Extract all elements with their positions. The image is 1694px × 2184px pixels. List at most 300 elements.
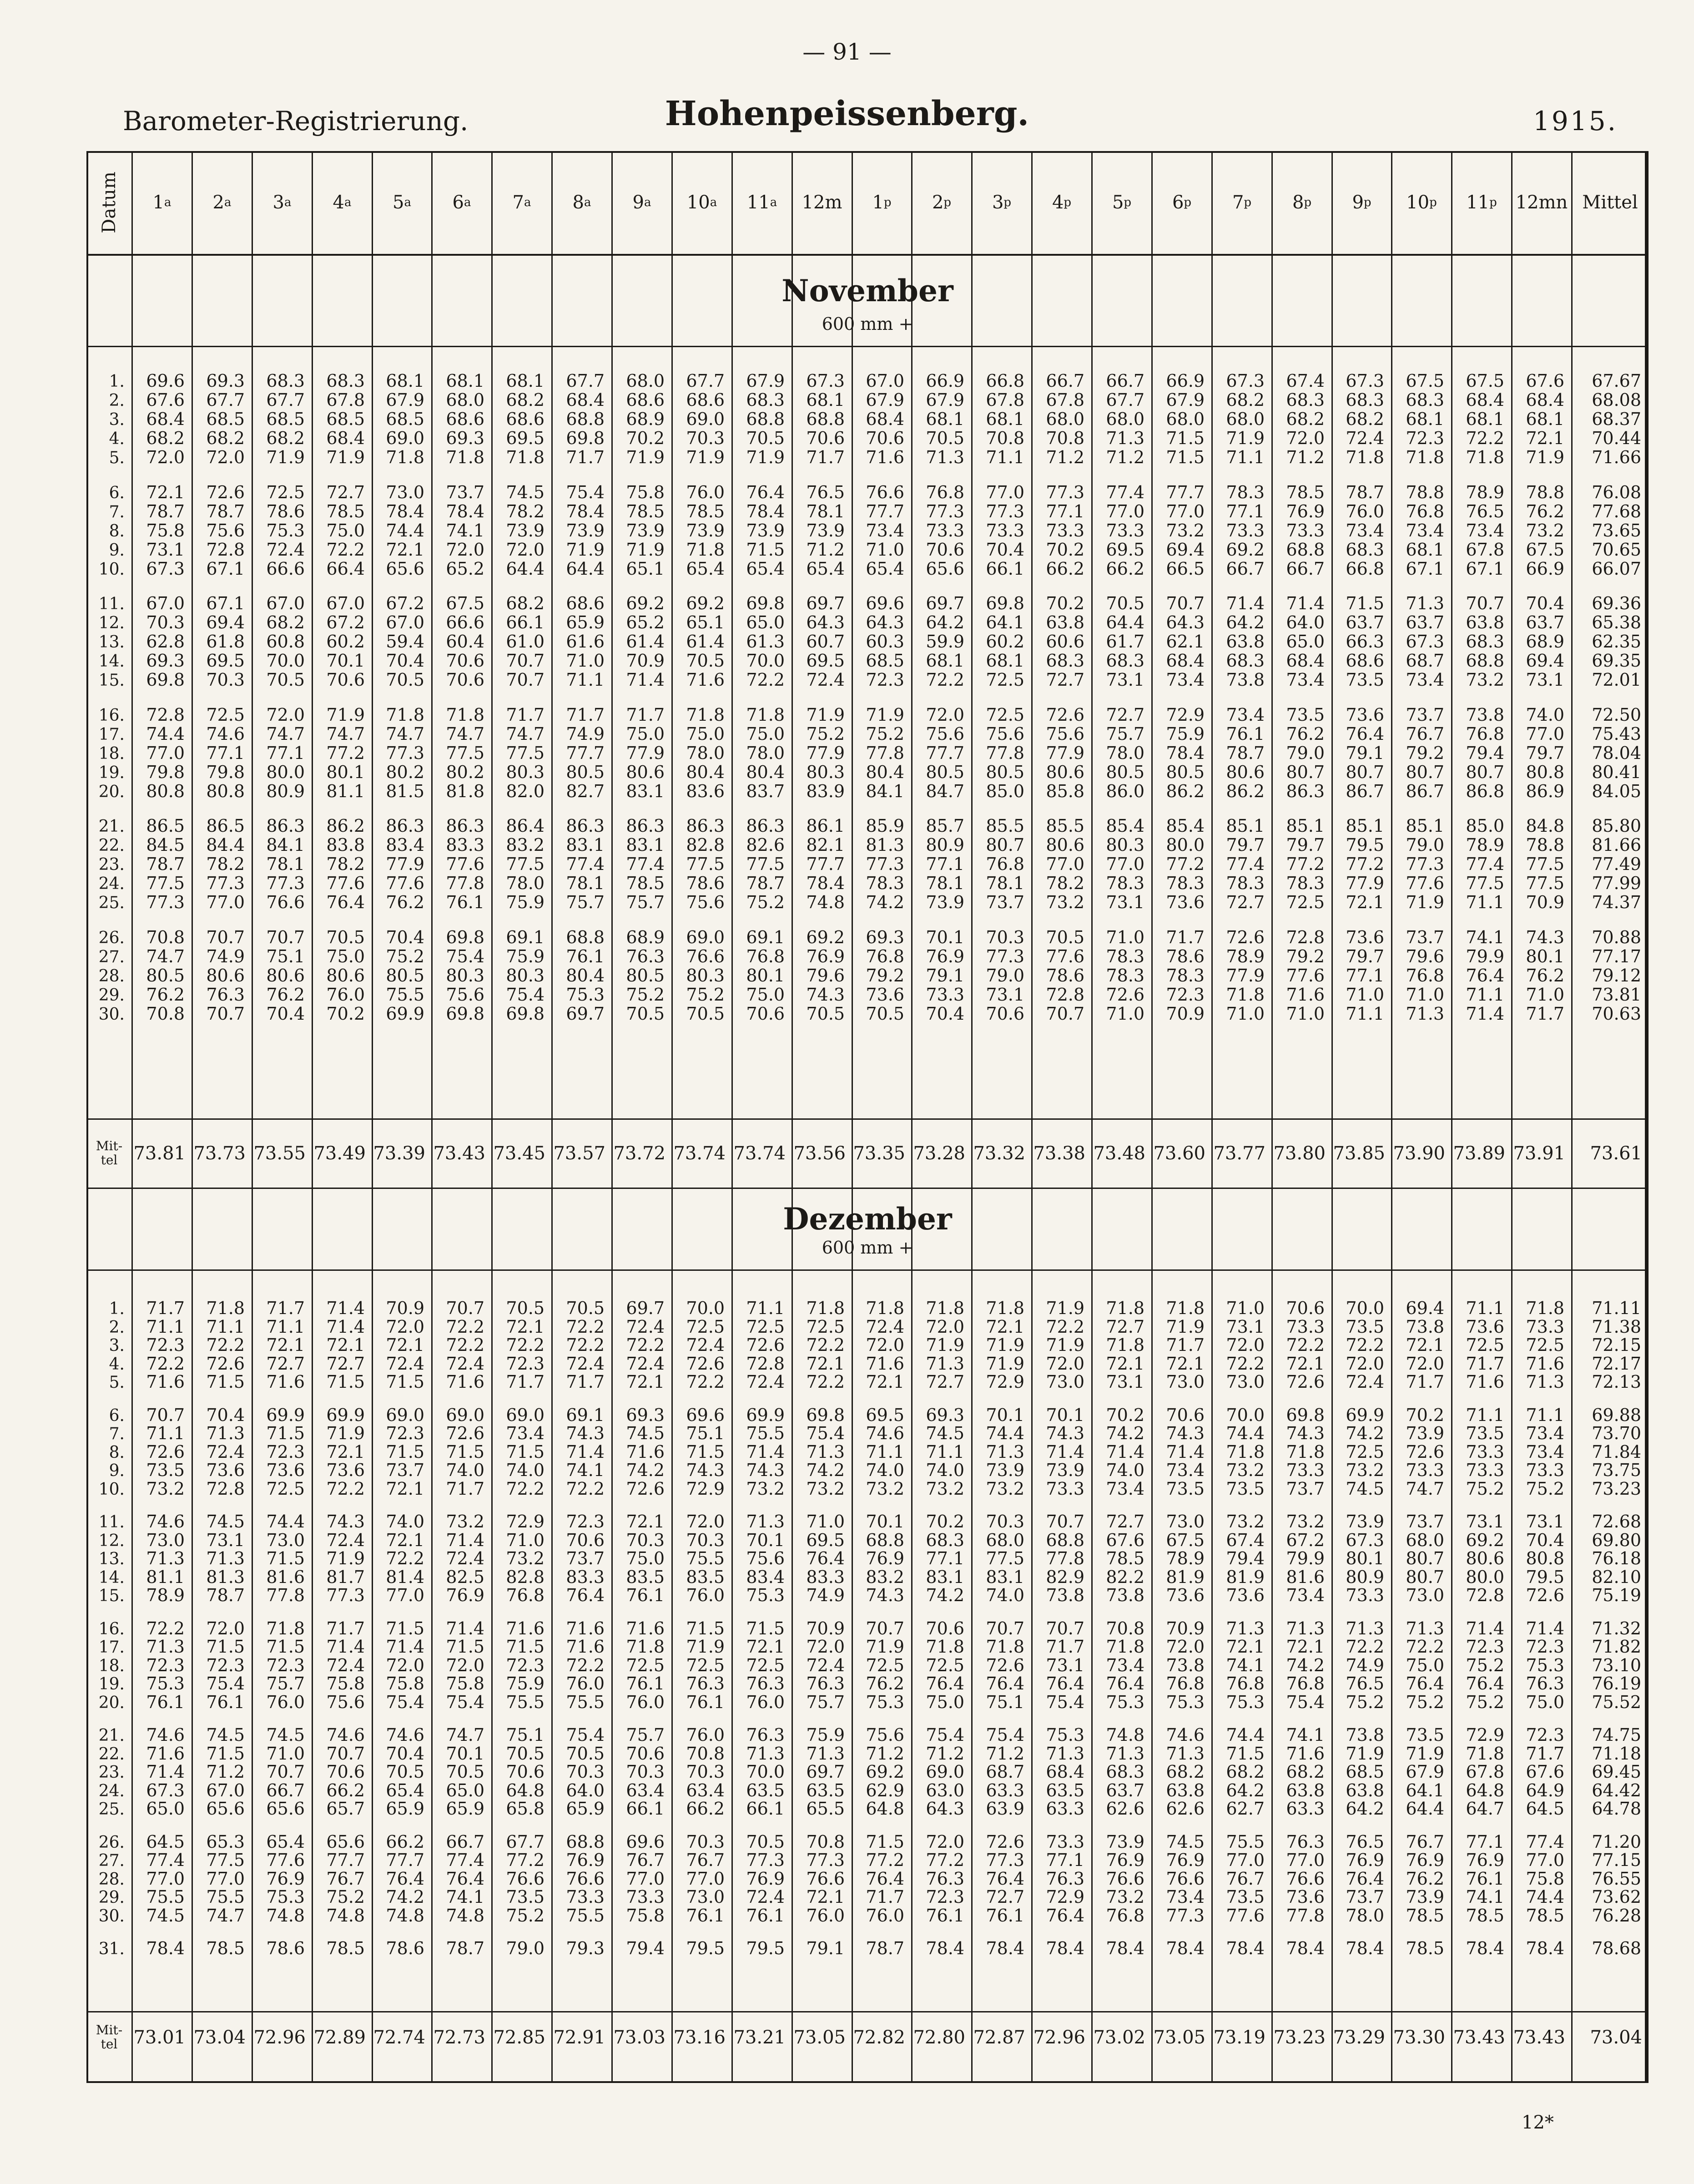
table-cell: 73.2	[986, 1478, 1024, 1499]
day-label: 1.	[109, 372, 125, 391]
table-cell: 74.2	[626, 1460, 665, 1480]
table-cell: 75.4	[566, 1725, 605, 1745]
table-cell: 72.50	[1592, 704, 1641, 725]
table-cell: 72.6	[446, 1423, 484, 1443]
day-label: 18.	[98, 1656, 125, 1675]
table-cell: 71.3	[746, 1743, 785, 1764]
table-cell: 72.0	[926, 1316, 964, 1337]
table-cell: 72.5	[266, 1478, 305, 1499]
table-cell: 71.9	[686, 1637, 725, 1657]
mean-cell: 73.72	[613, 1143, 666, 1164]
mean-cell: 73.19	[1213, 2027, 1265, 2048]
table-cell: 74.7	[386, 723, 424, 744]
table-cell: 72.0	[866, 1335, 904, 1355]
table-cell: 72.9	[1046, 1887, 1084, 1907]
table-cell: 66.4	[326, 558, 365, 579]
table-cell: 70.3	[686, 1530, 725, 1550]
table-cell: 73.4	[1526, 1441, 1564, 1462]
table-cell: 69.2	[626, 593, 665, 613]
table-cell: 72.5	[266, 482, 305, 502]
table-cell: 78.4	[1226, 1938, 1265, 1958]
table-cell: 68.5	[326, 409, 365, 430]
column-header	[252, 151, 312, 254]
table-cell: 69.8	[446, 1003, 484, 1024]
table-cell: 79.7	[1526, 743, 1564, 763]
table-cell: 80.0	[266, 762, 305, 782]
table-cell: 72.4	[446, 1548, 484, 1568]
table-cell: 73.8	[1106, 1585, 1144, 1605]
mean-cell: 73.90	[1393, 1143, 1445, 1164]
table-cell: 69.6	[146, 371, 185, 391]
column-header-label: 2	[212, 192, 224, 213]
table-cell: 68.3	[326, 371, 365, 391]
day-label: 8.	[109, 1443, 125, 1462]
day-label: 27.	[98, 947, 125, 966]
column-header-suffix: a	[710, 196, 717, 209]
day-label: 9.	[109, 541, 125, 560]
table-cell: 74.9	[206, 946, 245, 966]
table-cell: 73.1	[1466, 1512, 1504, 1532]
table-cell: 73.6	[206, 1460, 245, 1480]
table-cell: 86.3	[686, 816, 725, 836]
table-cell: 67.7	[506, 1831, 544, 1852]
table-cell: 75.8	[146, 520, 185, 541]
table-cell: 80.7	[1286, 762, 1325, 782]
table-cell: 63.5	[806, 1780, 845, 1800]
day-label: 28.	[98, 966, 125, 986]
table-cell: 70.4	[986, 539, 1024, 560]
table-cell: 76.5	[1466, 501, 1504, 521]
table-cell: 75.8	[1526, 1868, 1564, 1889]
table-cell: 69.0	[446, 1405, 484, 1425]
table-cell: 71.1	[206, 1316, 245, 1337]
table-cell: 70.5	[686, 1003, 725, 1024]
day-label: 14.	[98, 1568, 125, 1587]
table-cell: 75.6	[446, 984, 484, 1005]
table-cell: 77.68	[1592, 501, 1641, 521]
table-cell: 76.7	[686, 1850, 725, 1870]
table-cell: 75.3	[566, 984, 605, 1005]
table-cell: 72.2	[806, 1335, 845, 1355]
table-cell: 68.2	[506, 390, 544, 410]
table-cell: 71.8	[806, 1298, 845, 1318]
table-cell: 73.9	[506, 520, 544, 541]
column-header-label: 3	[272, 192, 284, 213]
table-cell: 73.62	[1592, 1887, 1641, 1907]
table-cell: 74.1	[1226, 1655, 1265, 1675]
table-cell: 68.1	[1526, 409, 1564, 430]
table-cell: 68.0	[1046, 409, 1084, 430]
table-cell: 69.8	[446, 927, 484, 947]
table-cell: 86.2	[1166, 781, 1205, 801]
table-cell: 79.5	[686, 1938, 725, 1958]
table-cell: 70.6	[926, 1618, 964, 1638]
table-cell: 70.1	[746, 1530, 785, 1550]
header-year: 1915.	[1533, 106, 1618, 136]
table-cell: 71.8	[986, 1298, 1024, 1318]
table-cell: 83.3	[806, 1567, 845, 1587]
table-cell: 71.9	[986, 1335, 1024, 1355]
table-cell: 75.6	[1046, 723, 1084, 744]
table-cell: 69.7	[806, 1762, 845, 1782]
month-title: Dezember	[783, 1201, 952, 1237]
table-cell: 79.0	[1286, 743, 1325, 763]
table-cell: 72.0	[1406, 1353, 1444, 1374]
table-cell: 70.5	[746, 1831, 785, 1852]
table-cell: 65.4	[746, 558, 785, 579]
table-cell: 72.2	[806, 1372, 845, 1392]
table-cell: 74.3	[806, 984, 845, 1005]
table-cell: 65.4	[686, 558, 725, 579]
table-cell: 70.7	[1046, 1512, 1084, 1532]
table-cell: 75.7	[626, 892, 665, 913]
table-cell: 65.2	[446, 558, 484, 579]
table-cell: 63.7	[1346, 612, 1384, 633]
table-cell: 68.2	[1226, 1762, 1265, 1782]
day-label: 28.	[98, 1870, 125, 1889]
table-cell: 83.2	[866, 1567, 904, 1587]
table-cell: 67.9	[386, 390, 424, 410]
table-cell: 76.8	[986, 854, 1024, 875]
table-cell: 71.8	[506, 447, 544, 468]
table-cell: 71.82	[1592, 1637, 1641, 1657]
table-cell: 69.0	[926, 1762, 964, 1782]
table-cell: 67.5	[1466, 371, 1504, 391]
table-cell: 79.1	[1346, 743, 1384, 763]
table-cell: 67.6	[1106, 1530, 1144, 1550]
table-cell: 74.1	[446, 1887, 484, 1907]
table-cell: 67.0	[266, 593, 305, 613]
table-cell: 63.3	[1046, 1799, 1084, 1819]
table-cell: 80.0	[1166, 835, 1205, 855]
table-cell: 74.7	[446, 1725, 484, 1745]
table-cell: 83.3	[566, 1567, 605, 1587]
table-cell: 68.6	[446, 409, 484, 430]
table-cell: 68.2	[1286, 409, 1325, 430]
table-cell: 65.9	[566, 1799, 605, 1819]
table-cell: 70.7	[446, 1298, 484, 1318]
table-cell: 81.6	[266, 1567, 305, 1587]
table-cell: 70.1	[866, 1512, 904, 1532]
table-cell: 75.5	[146, 1887, 185, 1907]
table-cell: 73.5	[1466, 1423, 1504, 1443]
table-cell: 65.0	[146, 1799, 185, 1819]
table-cell: 74.5	[206, 1725, 245, 1745]
day-label: 18.	[98, 744, 125, 763]
table-cell: 75.3	[266, 520, 305, 541]
table-cell: 68.1	[926, 651, 964, 671]
table-cell: 85.5	[1046, 816, 1084, 836]
table-cell: 73.8	[1046, 1585, 1084, 1605]
table-cell: 72.0	[386, 1655, 424, 1675]
table-cell: 74.2	[866, 892, 904, 913]
table-cell: 72.15	[1592, 1335, 1641, 1355]
table-cell: 75.3	[146, 1673, 185, 1694]
day-label: 30.	[98, 1005, 125, 1024]
table-cell: 71.5	[746, 1618, 785, 1638]
table-cell: 80.8	[206, 781, 245, 801]
table-cell: 86.1	[806, 816, 845, 836]
table-cell: 72.2	[1406, 1637, 1444, 1657]
table-cell: 81.9	[1226, 1567, 1265, 1587]
day-label: 27.	[98, 1851, 125, 1870]
table-cell: 85.80	[1592, 816, 1641, 836]
table-cell: 77.8	[266, 1585, 305, 1605]
table-cell: 72.8	[206, 539, 245, 560]
mean-cell: 73.73	[193, 1143, 246, 1164]
column-header-suffix: a	[524, 196, 531, 209]
table-cell: 72.3	[1166, 984, 1205, 1005]
table-cell: 78.0	[1346, 1905, 1384, 1926]
table-cell: 76.2	[1526, 965, 1564, 986]
table-cell: 78.5	[1526, 1905, 1564, 1926]
table-cell: 73.2	[146, 1478, 185, 1499]
column-header-suffix: p	[943, 196, 952, 209]
table-cell: 73.6	[866, 984, 904, 1005]
table-cell: 75.8	[326, 1673, 365, 1694]
table-cell: 68.2	[506, 593, 544, 613]
table-cell: 83.3	[446, 835, 484, 855]
table-cell: 83.5	[626, 1567, 665, 1587]
table-cell: 83.1	[986, 1567, 1024, 1587]
table-cell: 76.1	[206, 1692, 245, 1712]
table-cell: 71.1	[146, 1316, 185, 1337]
mean-cell: 73.35	[853, 1143, 905, 1164]
mean-cell: 73.02	[1093, 2027, 1145, 2048]
table-cell: 79.2	[866, 965, 904, 986]
table-cell: 77.3	[386, 743, 424, 763]
table-cell: 72.2	[1466, 428, 1504, 449]
table-cell: 72.2	[1046, 1316, 1084, 1337]
table-cell: 73.8	[1226, 670, 1265, 690]
table-cell: 73.2	[1526, 520, 1564, 541]
table-cell: 73.3	[1286, 1460, 1325, 1480]
table-cell: 77.2	[926, 1850, 964, 1870]
column-header-label: 9	[1352, 192, 1364, 213]
table-cell: 75.19	[1592, 1585, 1641, 1605]
table-cell: 72.1	[1226, 1637, 1265, 1657]
table-cell: 72.7	[1106, 704, 1144, 725]
table-cell: 72.3	[206, 1655, 245, 1675]
table-cell: 67.0	[146, 593, 185, 613]
table-cell: 71.4	[1466, 1003, 1504, 1024]
table-cell: 73.3	[1106, 520, 1144, 541]
table-cell: 79.9	[1466, 946, 1504, 966]
day-label: 21.	[98, 817, 125, 836]
table-cell: 80.1	[1346, 1548, 1384, 1568]
table-cell: 71.4	[326, 1637, 365, 1657]
table-cell: 71.7	[506, 704, 544, 725]
table-cell: 74.8	[386, 1905, 424, 1926]
column-header	[732, 151, 792, 254]
table-cell: 69.9	[326, 1405, 365, 1425]
table-cell: 73.9	[1406, 1887, 1444, 1907]
table-cell: 78.5	[626, 873, 665, 894]
day-label: 12.	[98, 614, 125, 633]
table-cell: 70.1	[986, 1405, 1024, 1425]
table-cell: 78.3	[1226, 873, 1265, 894]
table-cell: 68.2	[1226, 390, 1265, 410]
table-cell: 75.9	[506, 892, 544, 913]
table-cell: 78.0	[686, 743, 725, 763]
day-label: 24.	[98, 875, 125, 894]
table-cell: 71.5	[386, 1441, 424, 1462]
table-cell: 64.3	[926, 1799, 964, 1819]
table-cell: 76.3	[806, 1673, 845, 1694]
table-cell: 75.3	[1166, 1692, 1205, 1712]
table-cell: 75.5	[1226, 1831, 1265, 1852]
table-cell: 72.5	[746, 1655, 785, 1675]
table-cell: 64.4	[1406, 1799, 1444, 1819]
table-cell: 72.5	[806, 1316, 845, 1337]
table-cell: 75.1	[686, 1423, 725, 1443]
table-cell: 80.6	[266, 965, 305, 986]
table-cell: 76.08	[1592, 482, 1641, 502]
table-cell: 71.6	[626, 1618, 665, 1638]
table-cell: 75.4	[386, 1692, 424, 1712]
table-cell: 76.4	[926, 1673, 964, 1694]
table-cell: 70.4	[386, 927, 424, 947]
table-cell: 77.4	[1526, 1831, 1564, 1852]
table-cell: 73.3	[1286, 1316, 1325, 1337]
table-cell: 69.2	[1466, 1530, 1504, 1550]
table-cell: 73.5	[1406, 1725, 1444, 1745]
table-cell: 71.3	[1406, 593, 1444, 613]
table-cell: 80.7	[1406, 762, 1444, 782]
mean-cell: 73.61	[1590, 1143, 1642, 1164]
table-cell: 78.2	[326, 854, 365, 875]
table-cell: 77.1	[1046, 1850, 1084, 1870]
table-cell: 68.3	[1106, 1762, 1144, 1782]
table-cell: 72.1	[1106, 1353, 1144, 1374]
table-cell: 72.1	[326, 1335, 365, 1355]
table-cell: 72.4	[326, 1655, 365, 1675]
table-cell: 73.5	[1226, 1478, 1265, 1499]
table-cell: 77.8	[1286, 1905, 1325, 1926]
table-cell: 72.3	[146, 1335, 185, 1355]
day-label: 22.	[98, 1744, 125, 1764]
column-header-suffix: p	[1003, 196, 1012, 209]
table-cell: 68.4	[146, 409, 185, 430]
table-cell: 76.19	[1592, 1673, 1641, 1694]
table-cell: 67.0	[326, 593, 365, 613]
table-cell: 77.2	[1346, 854, 1384, 875]
table-cell: 72.2	[626, 1335, 665, 1355]
table-cell: 67.6	[1526, 371, 1564, 391]
table-cell: 70.0	[1346, 1298, 1384, 1318]
table-cell: 72.13	[1592, 1372, 1641, 1392]
table-cell: 74.1	[446, 520, 484, 541]
table-cell: 73.0	[1166, 1512, 1205, 1532]
table-cell: 68.4	[866, 409, 904, 430]
table-cell: 73.2	[1346, 1460, 1384, 1480]
table-cell: 71.6	[686, 670, 725, 690]
table-cell: 69.45	[1592, 1762, 1641, 1782]
mean-cell: 73.49	[313, 1143, 366, 1164]
table-cell: 80.3	[806, 762, 845, 782]
table-cell: 71.7	[566, 447, 605, 468]
table-cell: 71.9	[1046, 1335, 1084, 1355]
table-cell: 67.0	[386, 612, 424, 633]
table-cell: 71.5	[206, 1637, 245, 1657]
table-cell: 74.0	[1526, 704, 1564, 725]
table-cell: 72.6	[206, 1353, 245, 1374]
table-cell: 70.4	[206, 1405, 245, 1425]
table-cell: 71.7	[446, 1478, 484, 1499]
table-cell: 72.4	[566, 1353, 605, 1374]
table-cell: 76.9	[1286, 501, 1325, 521]
column-header-label: 11	[1466, 192, 1490, 213]
column-header-label: 8	[572, 192, 584, 213]
table-cell: 78.0	[1106, 743, 1144, 763]
table-cell: 65.38	[1592, 612, 1641, 633]
table-cell: 76.4	[806, 1548, 845, 1568]
table-cell: 70.5	[1046, 927, 1084, 947]
mean-cell: 73.05	[793, 2027, 846, 2048]
table-cell: 77.49	[1592, 854, 1641, 875]
table-cell: 78.7	[1226, 743, 1265, 763]
table-cell: 65.0	[1286, 632, 1325, 652]
table-cell: 70.3	[686, 1762, 725, 1782]
table-cell: 67.8	[986, 390, 1024, 410]
table-cell: 69.5	[806, 651, 845, 671]
table-cell: 72.4	[446, 1353, 484, 1374]
table-cell: 69.0	[686, 409, 725, 430]
table-cell: 66.7	[446, 1831, 484, 1852]
mean-cell: 72.73	[433, 2027, 485, 2048]
day-label: 17.	[98, 725, 125, 744]
table-cell: 73.7	[1346, 1887, 1384, 1907]
table-cell: 65.6	[206, 1799, 245, 1819]
table-cell: 68.3	[1466, 632, 1504, 652]
column-header-label: Mittel	[1582, 192, 1638, 213]
table-cell: 71.4	[746, 1441, 785, 1462]
table-cell: 77.0	[1166, 501, 1205, 521]
table-cell: 71.8	[386, 704, 424, 725]
table-cell: 74.4	[1226, 1423, 1265, 1443]
table-cell: 71.8	[206, 1298, 245, 1318]
table-cell: 77.0	[986, 482, 1024, 502]
table-cell: 78.1	[986, 873, 1024, 894]
table-cell: 75.5	[206, 1887, 245, 1907]
table-cell: 70.44	[1592, 428, 1641, 449]
table-cell: 72.7	[1106, 1316, 1144, 1337]
table-cell: 70.5	[866, 1003, 904, 1024]
table-cell: 77.2	[1286, 854, 1325, 875]
table-cell: 81.6	[1286, 1567, 1325, 1587]
table-cell: 79.5	[1346, 835, 1384, 855]
table-cell: 75.2	[1406, 1692, 1444, 1712]
table-cell: 75.7	[266, 1673, 305, 1694]
table-cell: 67.7	[266, 390, 305, 410]
table-cell: 71.3	[206, 1548, 245, 1568]
table-cell: 77.0	[206, 892, 245, 913]
month-unit: 600 mm +	[822, 1238, 913, 1258]
mean-cell: 72.87	[973, 2027, 1025, 2048]
table-cell: 68.7	[1406, 651, 1444, 671]
table-cell: 67.7	[686, 371, 725, 391]
table-cell: 70.0	[746, 651, 785, 671]
column-header	[912, 151, 972, 254]
table-cell: 71.8	[1526, 1298, 1564, 1318]
table-cell: 69.1	[746, 927, 785, 947]
table-cell: 68.0	[1166, 409, 1205, 430]
table-cell: 59.4	[386, 632, 424, 652]
table-cell: 67.3	[1226, 371, 1265, 391]
table-cell: 71.9	[326, 1548, 365, 1568]
table-cell: 77.4	[446, 1850, 484, 1870]
table-cell: 71.3	[1346, 1618, 1384, 1638]
